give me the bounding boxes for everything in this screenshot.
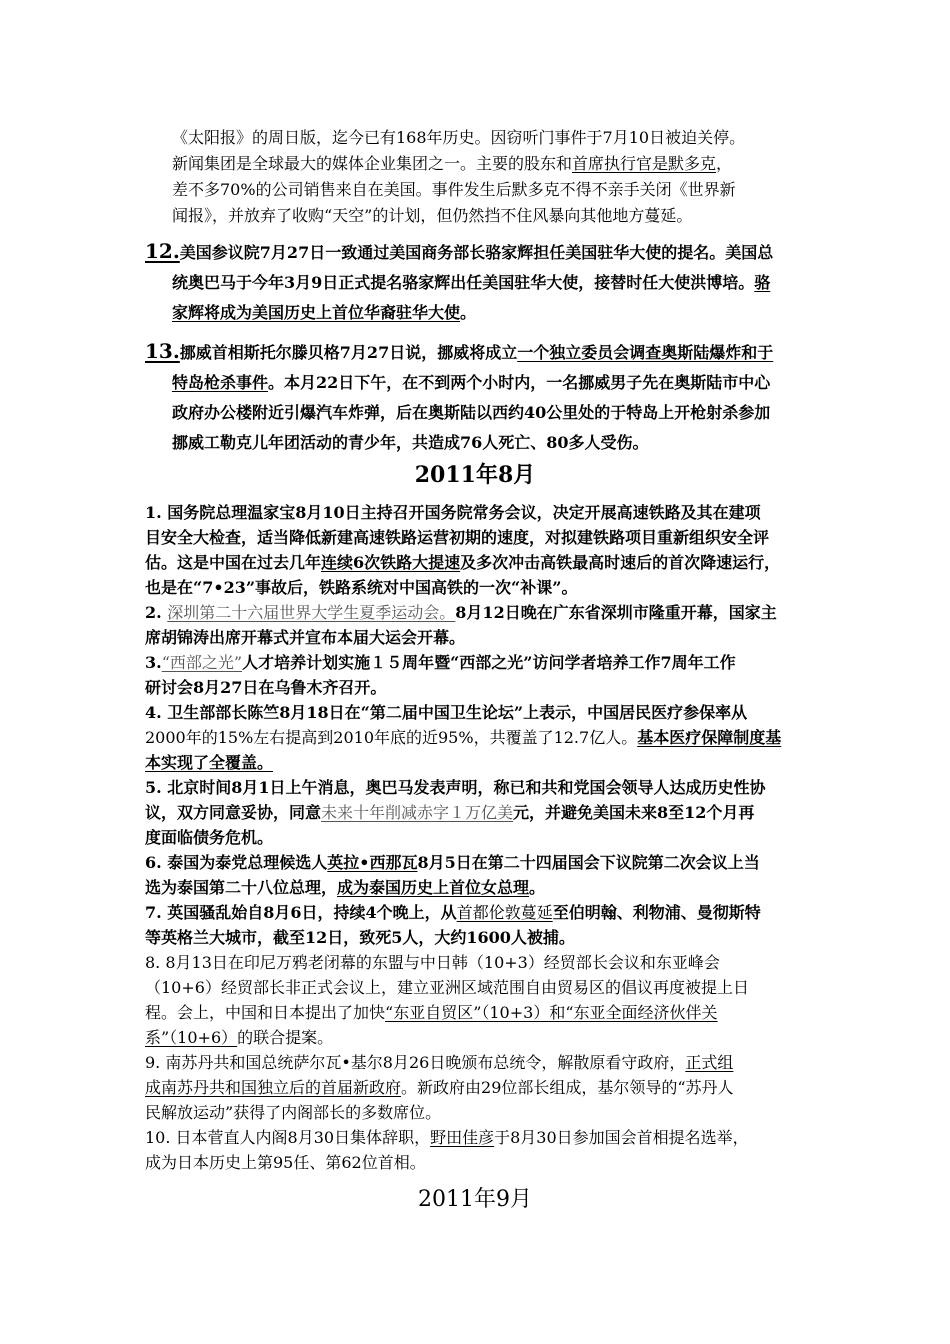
underlined-text: 正式组 xyxy=(685,1053,734,1072)
text-span: 及多次冲击高铁最高时速后的首次降速运行， xyxy=(460,553,781,572)
text-span: ， xyxy=(716,154,733,173)
underlined-text: 一个独立委员会调查奥斯陆爆炸和于 xyxy=(517,343,774,362)
text-line: 差不多70%的公司销售来自在美国。事件发生后默多克不得不亲手关闭《世界新 xyxy=(172,180,736,199)
text-line: 《太阳报》的周日版，迄今已有168年历史。因窃听门事件于7月10日被迫关停。 xyxy=(172,128,746,147)
text-line xyxy=(145,725,810,750)
text-line: 8. 8月13日在印尼万鸦老闭幕的东盟与中日韩（10+3）经贸部长会议和东亚峰会 xyxy=(145,953,720,972)
text-span: 元，并避免美国未来8至12个月再 xyxy=(513,803,755,822)
text-span: 8月12日晚在广东省深圳市隆重开幕，国家主 xyxy=(455,603,777,622)
text-span: 挪威首相斯托尔滕贝格7月27日说，挪威将成立 xyxy=(179,343,518,362)
text-span: 6. 泰国为泰党总理候选人 xyxy=(145,853,328,872)
text-line xyxy=(145,1075,810,1100)
text-span: 至伯明翰、利物浦、曼彻斯特 xyxy=(552,903,761,922)
item-number: 13. xyxy=(145,339,180,363)
underlined-text: 特岛枪杀事件 xyxy=(172,373,269,392)
text-line xyxy=(145,800,810,825)
text-line xyxy=(145,650,810,675)
text-line: 成为日本历史上第95任、第62位首相。 xyxy=(145,1153,426,1172)
text-line xyxy=(145,1000,810,1025)
text-span: 人才培养计划实施１５周年暨“西部之光”访问学者培养工作7周年工作 xyxy=(242,653,736,672)
text-span: 10. 日本菅直人内阁8月30日集体辞职， xyxy=(145,1128,431,1147)
text-line: 政府办公楼附近引爆汽车炸弹，后在奥斯陆以西约40公里处的于特岛上开枪射杀参加 xyxy=(172,403,771,422)
underlined-text: 野田佳彦 xyxy=(430,1128,495,1147)
text-span: 程。会上，中国和日本提出了加快 xyxy=(145,1003,386,1022)
section-heading-september: 2011年9月 xyxy=(418,1187,532,1212)
underlined-text: 未来十年削减赤字１万亿美 xyxy=(321,803,514,822)
text-line: 5. 北京时间8月1日上午消息，奥巴马发表声明，称已和共和党国会领导人达成历史性协 xyxy=(145,778,766,797)
underlined-text: 骆 xyxy=(754,273,771,292)
text-line: 也是在“7•23”事故后，铁路系统对中国高铁的一次“补课”。 xyxy=(145,578,578,597)
item-number: 3. xyxy=(145,653,162,672)
text-line: 研讨会8月27日在乌鲁木齐召开。 xyxy=(145,678,387,697)
underlined-text: “西部之光” xyxy=(161,653,243,672)
item-number: 12. xyxy=(145,239,180,263)
text-line xyxy=(145,1025,810,1050)
text-line xyxy=(145,600,810,625)
text-span: 2000年的15%左右提高到2010年底的近95%，共覆盖了12.7亿人。 xyxy=(145,728,638,747)
text-line: 席胡锦涛出席开幕式并宣布本届大运会开幕。 xyxy=(145,628,466,647)
text-span: 于8月30日参加国会首相提名选举， xyxy=(494,1128,749,1147)
underlined-text: 系”（10+6） xyxy=(145,1028,238,1047)
text-span: 。 xyxy=(460,303,477,322)
underlined-text: 成南苏丹共和国独立后的首届新政府 xyxy=(145,1078,402,1097)
text-span: 统奥巴马于今年3月9日正式提名骆家辉出任美国驻华大使，接替时任大使洪博培。 xyxy=(172,273,755,292)
text-line: 挪威工勒克儿年团活动的青少年，共造成76人死亡、80多人受伤。 xyxy=(172,433,649,452)
text-line: （10+6）经贸部长非正式会议上，建立亚洲区域范围自由贸易区的倡议再度被提上日 xyxy=(145,978,749,997)
text-line xyxy=(145,900,810,925)
text-span: 。 xyxy=(529,878,546,897)
underlined-text: 基本医疗保障制度基 xyxy=(637,728,782,747)
text-span: 8月5日在第二十四届国会下议院第二次会议上当 xyxy=(417,853,760,872)
underlined-text: 成为泰国历史上首位女总理 xyxy=(337,878,530,897)
underlined-text: “东亚自贸区”（10+3）和“东亚全面经济伙伴关 xyxy=(385,1003,718,1022)
text-line xyxy=(145,368,810,398)
text-line xyxy=(145,550,810,575)
text-span: 估。这是中国在过去几年 xyxy=(145,553,322,572)
text-line xyxy=(145,236,810,268)
news-item-12 xyxy=(145,236,810,328)
underlined-text: 家辉将成为美国历史上首位华裔驻华大使 xyxy=(172,303,461,322)
text-span: 。本月22日下午，在不到两个小时内，一名挪威男子先在奥斯陆市中心 xyxy=(268,373,771,392)
underlined-text: 连续6次铁路大提速 xyxy=(321,553,461,572)
text-line: 目安全大检查，适当降低新建高速铁路运营初期的速度，对拟建铁路项目重新组织安全评 xyxy=(145,528,770,547)
text-line: 度面临债务危机。 xyxy=(145,828,274,847)
text-line xyxy=(145,336,810,368)
underlined-text: 英拉•西那瓦 xyxy=(327,853,418,872)
text-span: 9. 南苏丹共和国总统萨尔瓦•基尔8月26日晚颁布总统令，解散原看守政府， xyxy=(145,1053,686,1072)
text-span: 的联合提案。 xyxy=(237,1028,334,1047)
text-span: 。新政府由29位部长组成，基尔领导的“苏丹人 xyxy=(401,1078,734,1097)
text-span: 美国参议院7月27日一致通过美国商务部长骆家辉担任美国驻华大使的提名。美国总 xyxy=(179,243,774,262)
august-news-list xyxy=(145,500,810,1175)
text-line xyxy=(145,875,810,900)
text-line: 4. 卫生部部长陈竺8月18日在“第二届中国卫生论坛”上表示，中国居民医疗参保率从 xyxy=(145,703,748,722)
underlined-text: 深圳第二十六届世界大学生夏季运动会。 xyxy=(167,603,456,622)
text-line xyxy=(145,268,810,298)
intro-paragraph xyxy=(172,125,812,229)
underlined-text: 首都伦敦蔓延 xyxy=(456,903,553,922)
text-line xyxy=(145,1125,810,1150)
text-line xyxy=(145,298,810,328)
text-line: 闻报》，并放弃了收购“天空”的计划，但仍然挡不住风暴向其他地方蔓延。 xyxy=(172,206,693,225)
text-span: 7. 英国骚乱始自8月6日，持续4个晚上，从 xyxy=(145,903,457,922)
section-heading-august: 2011年8月 xyxy=(414,462,536,488)
news-item-13 xyxy=(145,336,810,458)
text-line: 民解放运动”获得了内阁部长的多数席位。 xyxy=(145,1103,442,1122)
text-line: 本实现了全覆盖。 xyxy=(145,753,274,772)
text-line xyxy=(145,1050,810,1075)
text-line: 等英格兰大城市，截至12日，致死5人，大约1600人被捕。 xyxy=(145,928,575,947)
underlined-text: 首席执行官是默多克 xyxy=(572,154,717,173)
text-line xyxy=(145,850,810,875)
item-number: 2. xyxy=(145,603,168,622)
text-line xyxy=(172,151,812,177)
text-span: 议，双方同意妥协，同意 xyxy=(145,803,322,822)
text-line: 1. 国务院总理温家宝8月10日主持召开国务院常务会议，决定开展高速铁路及其在建项 xyxy=(145,503,761,522)
text-span: 选为泰国第二十八位总理， xyxy=(145,878,338,897)
text-span: 新闻集团是全球最大的媒体企业集团之一。主要的股东和 xyxy=(172,154,573,173)
